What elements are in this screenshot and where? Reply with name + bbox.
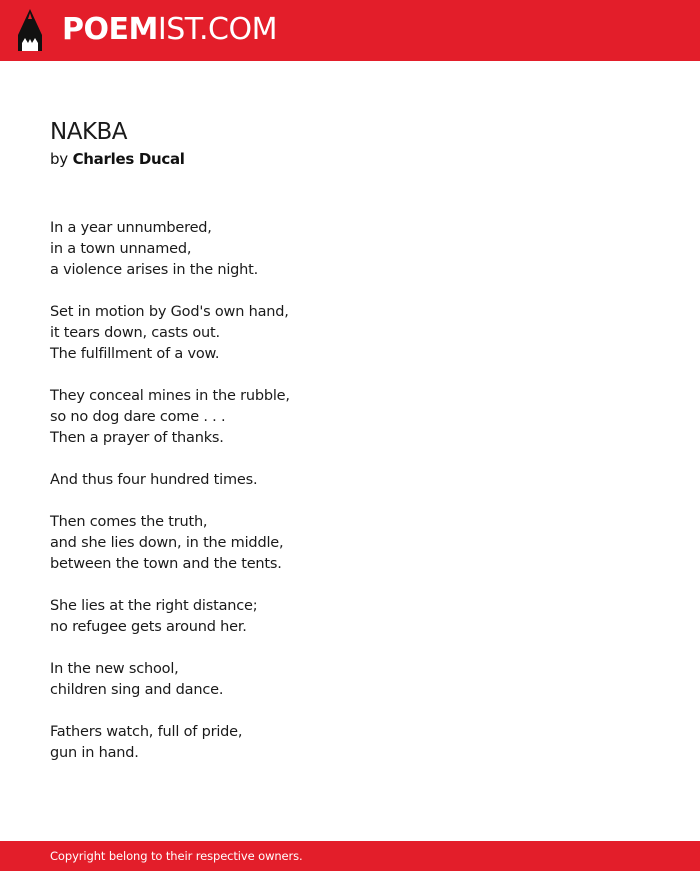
poem-line: between the town and the tents. [50, 556, 282, 572]
poem-line: gun in hand. [50, 745, 139, 761]
byline [50, 149, 650, 169]
poem-line: so no dog dare come . . . [50, 409, 226, 425]
poem-title: NAKBA [50, 119, 128, 145]
poem-body [50, 218, 650, 764]
stanza [50, 302, 650, 365]
poem-line: in a town unnamed, [50, 241, 192, 257]
author-name: Charles Ducal [72, 150, 185, 168]
poem-line: it tears down, casts out. [50, 325, 220, 341]
brand-bold: POEM [62, 12, 158, 47]
site-footer [0, 841, 700, 871]
poem-line: And thus four hundred times. [50, 472, 258, 488]
stanza [50, 659, 650, 701]
poem-line: Set in motion by God's own hand, [50, 304, 289, 320]
stanza [50, 386, 650, 449]
poem-line: Then a prayer of thanks. [50, 430, 224, 446]
poem-line: Fathers watch, full of pride, [50, 724, 243, 740]
site-header [0, 0, 700, 61]
brand-light: IST.COM [157, 12, 277, 47]
poem-line: They conceal mines in the rubble, [50, 388, 290, 404]
poem-line: In a year unnumbered, [50, 220, 212, 236]
copyright-text: Copyright belong to their respective owners. [50, 849, 303, 863]
stanza [50, 470, 650, 491]
stanza [50, 596, 650, 638]
poem-line: In the new school, [50, 661, 179, 677]
stanza [50, 512, 650, 575]
pencil-icon[interactable] [18, 9, 42, 51]
stanza [50, 722, 650, 764]
site-logo-text[interactable] [62, 12, 277, 48]
poem-content [50, 116, 650, 785]
poem-line: Then comes the truth, [50, 514, 208, 530]
poem-line: She lies at the right distance; [50, 598, 258, 614]
poem-line: a violence arises in the night. [50, 262, 259, 278]
by-label: by [50, 150, 68, 168]
poem-line: The fulfillment of a vow. [50, 346, 220, 362]
poem-line: children sing and dance. [50, 682, 224, 698]
stanza [50, 218, 650, 281]
poem-line: no refugee gets around her. [50, 619, 247, 635]
poem-line: and she lies down, in the middle, [50, 535, 284, 551]
